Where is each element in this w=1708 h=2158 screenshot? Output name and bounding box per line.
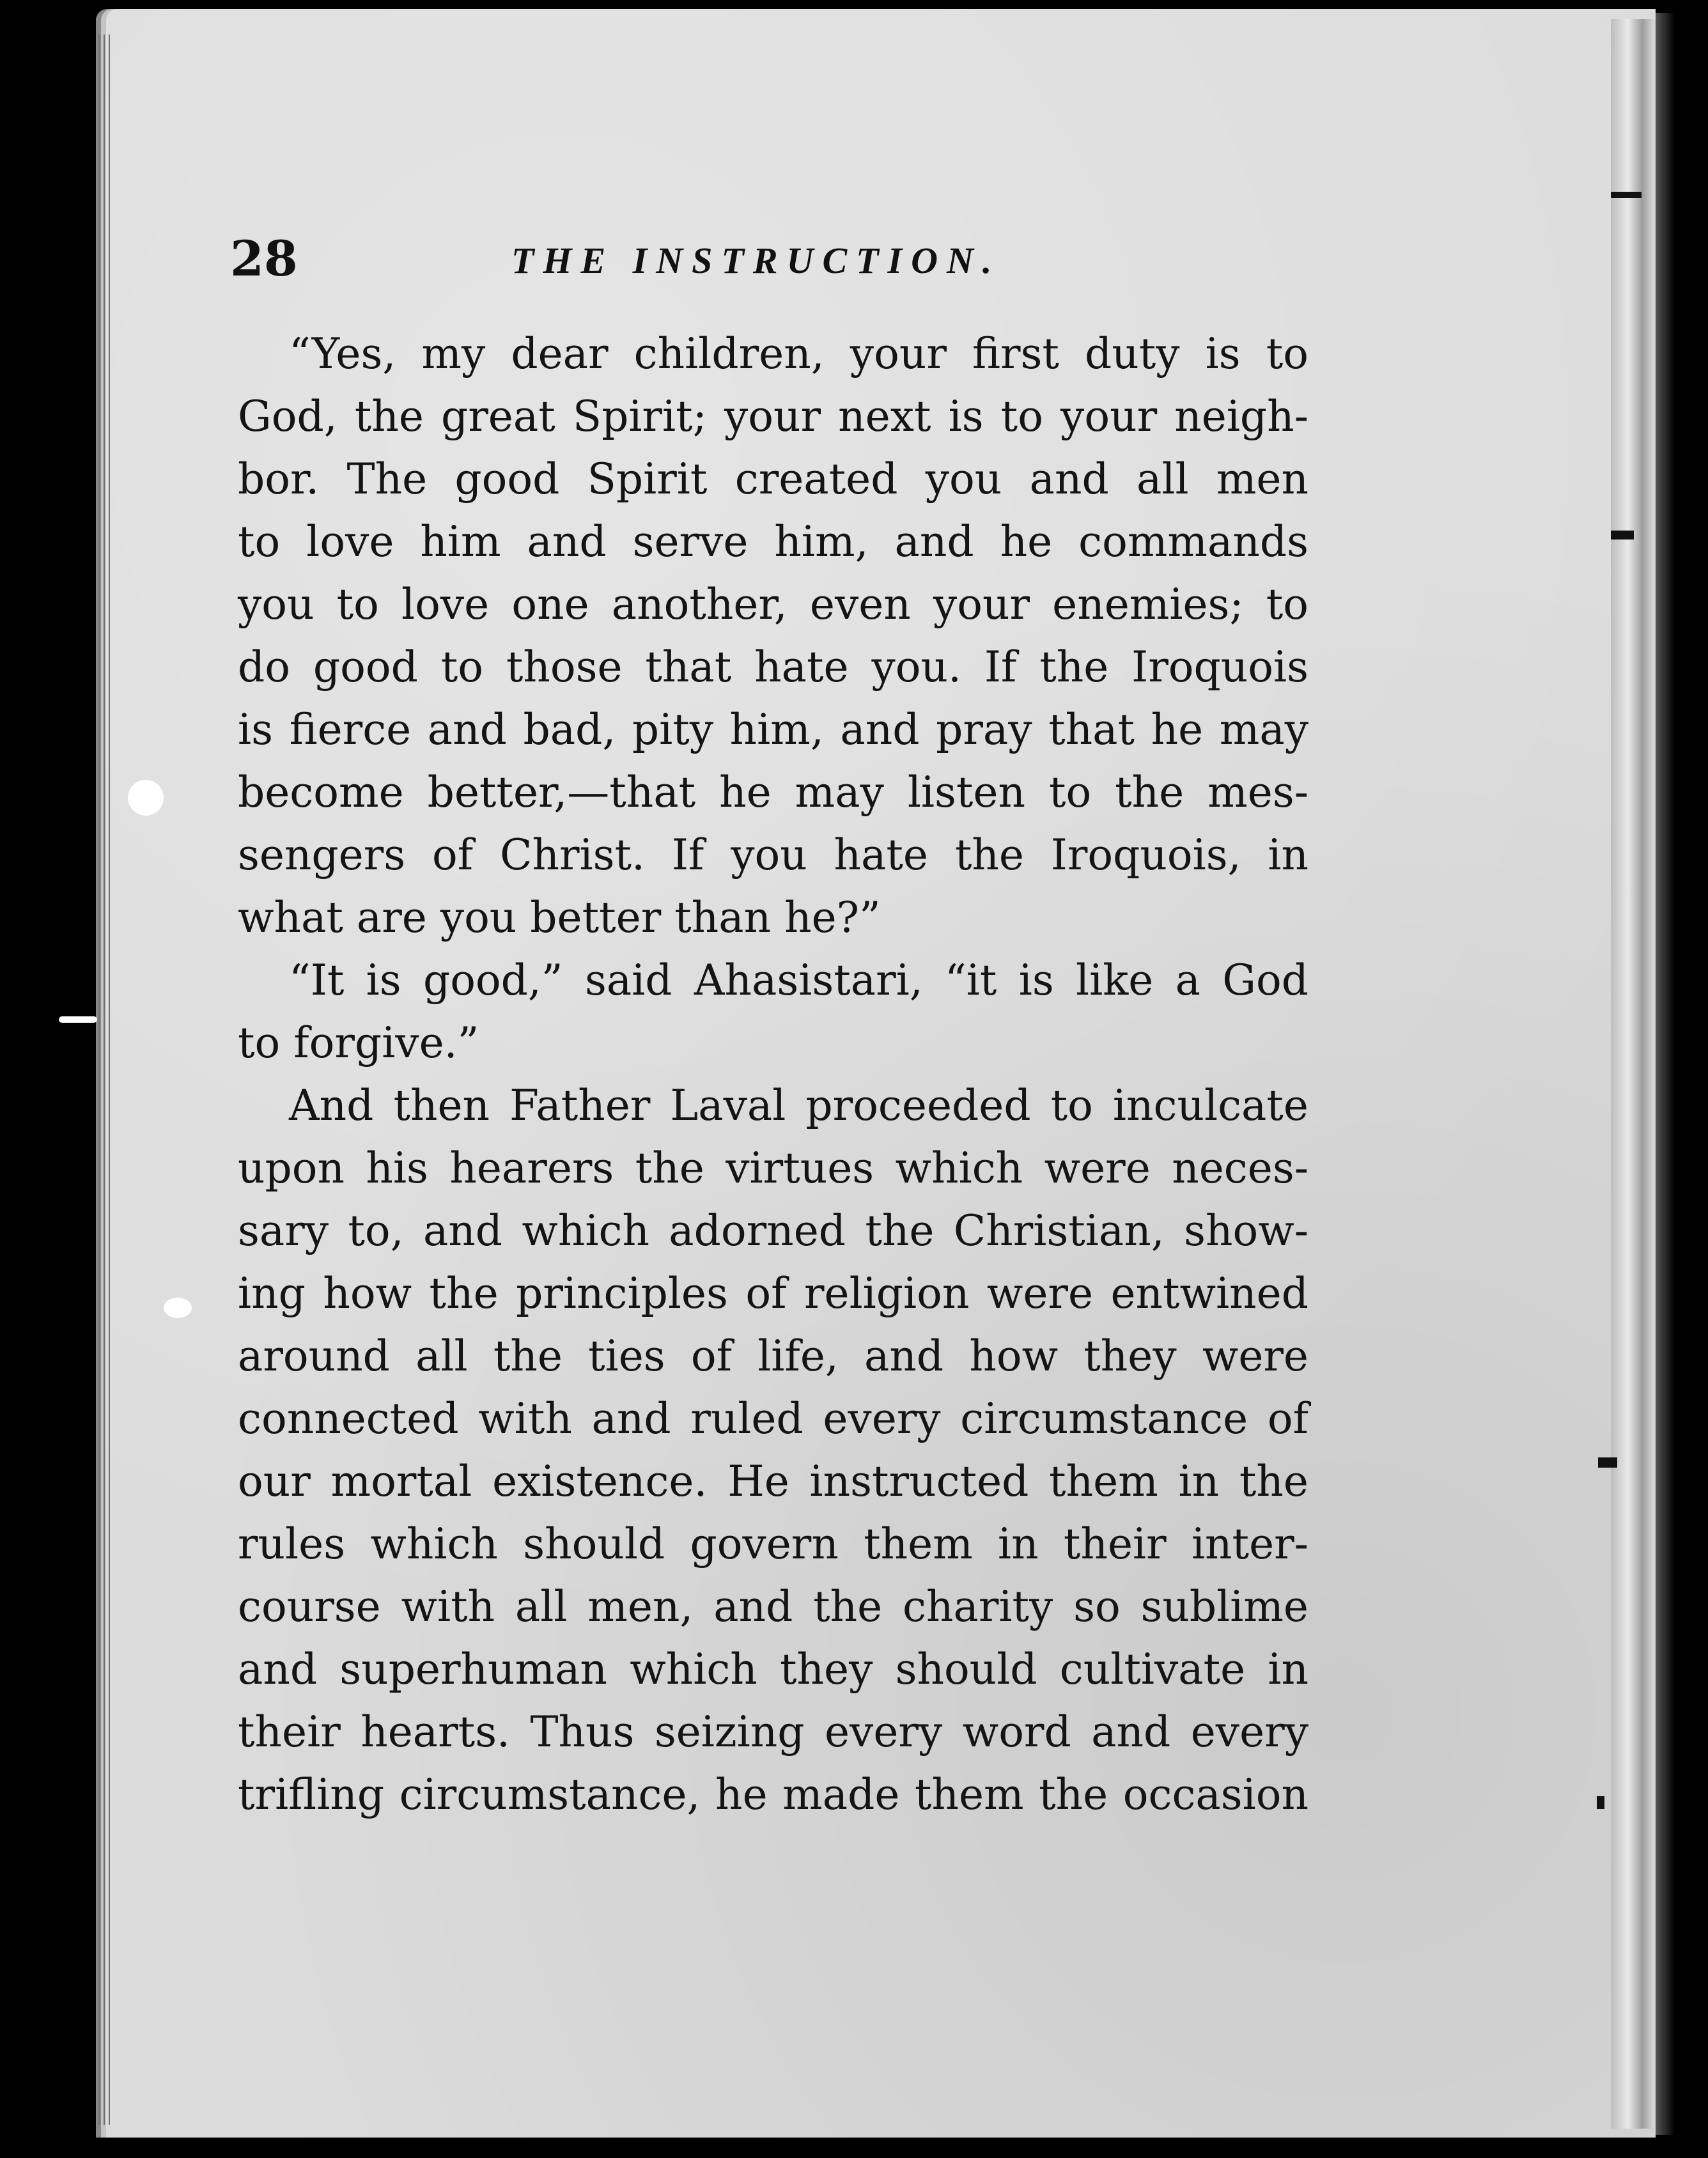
binding-mark xyxy=(1611,192,1642,198)
body-text xyxy=(238,323,1308,1826)
text-line: you to love one another, even your enemies; to xyxy=(238,580,1308,629)
paper-speck xyxy=(164,1298,192,1318)
text-line: bor. The good Spirit created you and all men xyxy=(238,454,1308,504)
text-line: our mortal existence. He instructed them in the xyxy=(238,1457,1308,1506)
binding-shadow xyxy=(1656,13,1675,2135)
text-line: upon his hearers the virtues which were neces- xyxy=(238,1144,1308,1193)
page-number: 28 xyxy=(230,230,298,287)
text-line: become better,—that he may listen to the mes- xyxy=(238,768,1308,817)
paper-speck xyxy=(128,780,164,816)
text-line: ing how the principles of religion were entwined xyxy=(238,1269,1308,1318)
text-line: their hearts. Thus seizing every word and every xyxy=(238,1707,1308,1757)
text-line: and superhuman which they should cultivate in xyxy=(238,1645,1308,1694)
text-line: sengers of Christ. If you hate the Iroquois, in xyxy=(238,830,1308,880)
binding-mark xyxy=(1597,1796,1604,1809)
text-line: “Yes, my dear children, your first duty is to xyxy=(289,329,1308,378)
text-line: connected with and ruled every circumstance of xyxy=(238,1394,1308,1443)
text-line: “It is good,” said Ahasistari, “it is like a God xyxy=(289,956,1308,1005)
page-edge xyxy=(104,35,105,2125)
text-line: is fierce and bad, pity him, and pray that he may xyxy=(238,705,1308,754)
text-line: do good to those that hate you. If the Iroquois xyxy=(238,642,1308,692)
text-line: course with all men, and the charity so sublime xyxy=(238,1582,1308,1631)
page-edge xyxy=(109,35,110,2125)
page-header xyxy=(230,230,1317,288)
text-line: God, the great Spirit; your next is to your neigh- xyxy=(238,392,1308,441)
text-line: rules which should govern them in their inter- xyxy=(238,1519,1308,1569)
text-line: around all the ties of life, and how they were xyxy=(238,1331,1308,1381)
running-head: THE INSTRUCTION. xyxy=(511,240,1001,281)
text-line: what are you better than he?” xyxy=(238,893,881,942)
binding-mark xyxy=(1611,531,1634,540)
paper-speck xyxy=(59,1016,97,1023)
text-line: trifling circumstance, he made them the occasion xyxy=(238,1770,1308,1819)
text-line: And then Father Laval proceeded to inculcate xyxy=(289,1081,1308,1130)
text-line: to love him and serve him, and he commands xyxy=(238,517,1308,566)
page-edge xyxy=(98,35,100,2125)
text-line: to forgive.” xyxy=(238,1018,479,1067)
text-line: sary to, and which adorned the Christian, show- xyxy=(238,1206,1308,1255)
binding-mark xyxy=(1598,1457,1617,1468)
